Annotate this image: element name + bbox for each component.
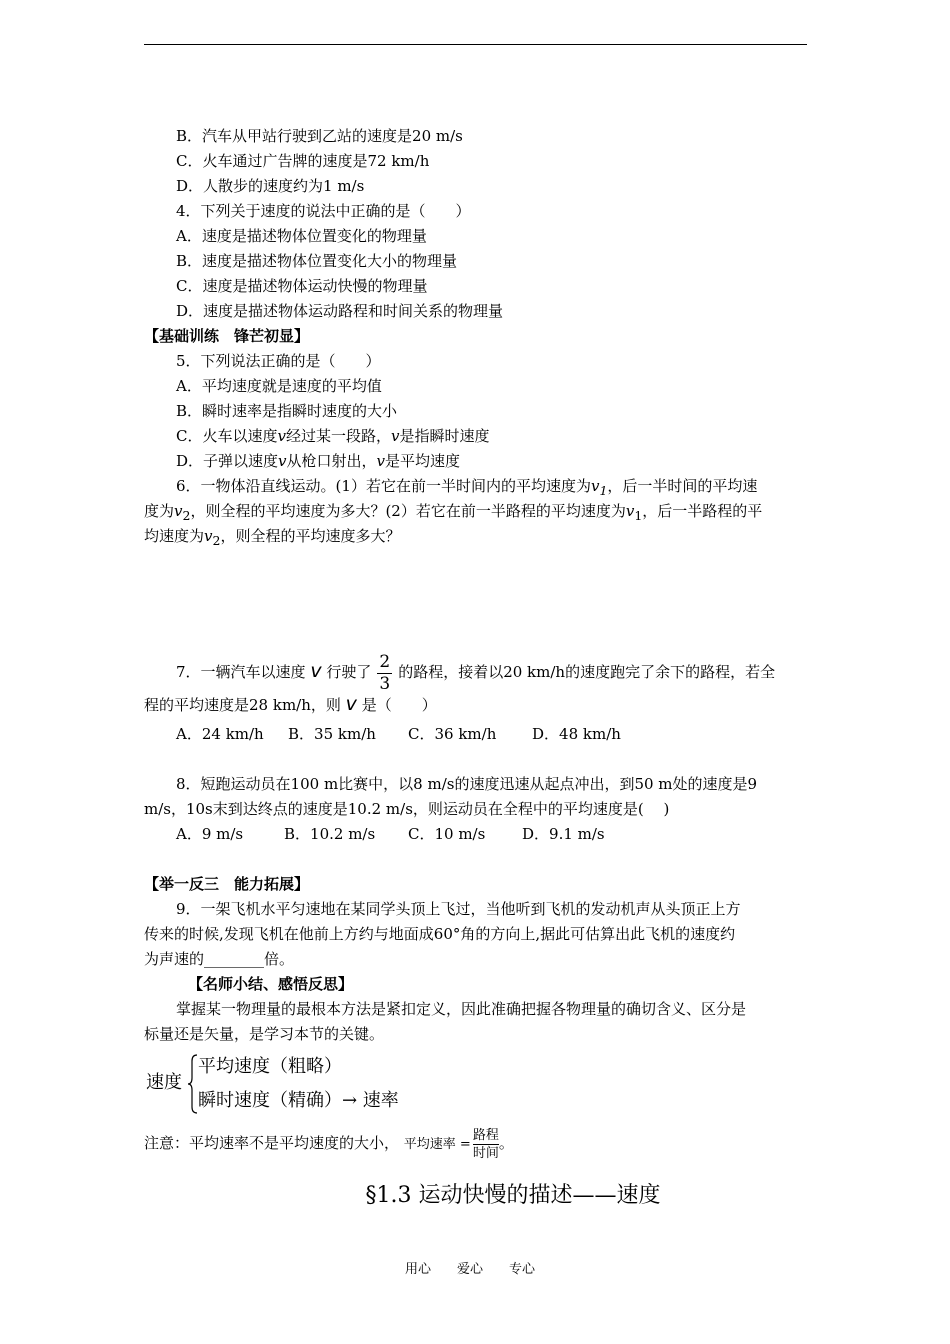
q6-v1-b: v	[625, 502, 635, 520]
q6-l2-mid: ，则全程的平均速度为多大？(2）若它在前一半路程的平均速度为	[190, 502, 626, 520]
q6-v2-a: v	[174, 502, 183, 520]
q6-sub2-a: 2	[182, 508, 191, 523]
q5-c-v2: v	[390, 427, 400, 445]
q9-line-2: 传来的时候,发现飞机在他前上方约与地面成60°角的方向上,据此可估算出此飞机的速度约	[144, 925, 736, 943]
note-pre: 注意：平均速率不是平均速度的大小，	[144, 1134, 400, 1152]
q6-l3-pre: 均速度为	[144, 527, 205, 545]
q6-l2-pre: 度为	[144, 502, 175, 520]
diagram-item-instant: 瞬时速度（精确）→ 速率	[198, 1090, 399, 1111]
q6-sub1-a: 1	[599, 483, 608, 498]
q8-option-a: A．9 m/s	[176, 825, 244, 843]
q7-l1-post: 的路程，接着以20 km/h的速度跑完了余下的路程，若全	[398, 663, 776, 681]
note-frac-den: 时间	[472, 1145, 499, 1161]
q3-option-c: C．火车通过广告牌的速度是72 km/h	[176, 152, 430, 170]
q3-option-d: D．人散步的速度约为1 m/s	[176, 177, 365, 195]
curly-brace-icon	[188, 1054, 198, 1114]
q4-stem: 4．下列关于速度的说法中正确的是（ ）	[176, 202, 471, 220]
q7-l2-post: 是（ ）	[361, 696, 437, 714]
q8-options	[144, 822, 808, 847]
q5-option-b: B．瞬时速率是指瞬时速度的大小	[176, 402, 398, 420]
page-footer	[405, 1258, 561, 1277]
summary-line-2: 标量还是矢量，是学习本节的关键。	[144, 1025, 385, 1043]
note-formula-lhs: 平均速率 =	[403, 1137, 471, 1152]
q7-frac-den: 3	[379, 673, 391, 694]
q5-d-pre: D．子弹以速度	[176, 452, 279, 470]
q7-option-b: B．35 km/h	[288, 725, 376, 743]
note-fraction	[473, 1129, 499, 1160]
section-heading-ext: 【举一反三 能力拓展】	[144, 875, 310, 893]
q6-line-3	[144, 524, 808, 553]
footer-text-3: 专心	[509, 1262, 536, 1277]
q7-fraction	[377, 651, 392, 694]
q4-option-c: C．速度是描述物体运动快慢的物理量	[176, 277, 428, 295]
q8-line-2: m/s，10s末到达终点的速度是10.2 m/s，则运动员在全程中的平均速度是( )	[144, 800, 670, 818]
q8-option-c: C．10 m/s	[408, 825, 486, 843]
q9-line-1: 9．一架飞机水平匀速地在某同学头顶上飞过，当他听到飞机的发动机声从头顶正上方	[176, 900, 741, 918]
q3-option-b: B．汽车从甲站行驶到乙站的速度是20 m/s	[176, 127, 463, 145]
note-frac-num: 路程	[472, 1127, 499, 1143]
q8-line-1: 8．短跑运动员在100 m比赛中，以8 m/s的速度迅速从起点冲出，到50 m处的速度是9	[176, 775, 758, 793]
q7-l1-pre: 7．一辆汽车以速度	[176, 663, 306, 681]
q6-v2-b: v	[204, 527, 213, 545]
q5-d-v1: v	[278, 452, 287, 470]
q6-v1-a: v	[590, 477, 600, 495]
q5-d-post: 是平均速度	[385, 452, 461, 470]
q5-d-mid: 从枪口射出，	[286, 452, 377, 470]
q5-option-c	[144, 424, 808, 449]
q8-option-d: D．9.1 m/s	[522, 825, 605, 843]
q4-option-d: D．速度是描述物体运动路程和时间关系的物理量	[176, 302, 504, 320]
q7-option-a: A．24 km/h	[176, 725, 264, 743]
q7-l2-pre: 程的平均速度是28 km/h，则	[144, 696, 341, 714]
q8-option-b: B．10.2 m/s	[284, 825, 376, 843]
q7-l1-mid: 行驶了	[326, 663, 372, 681]
section-title: §1.3 运动快慢的描述——速度	[365, 1183, 661, 1208]
section-heading-basic: 【基础训练 锋芒初显】	[144, 327, 310, 345]
q5-c-post: 是指瞬时速度	[399, 427, 490, 445]
q7-line-1	[144, 648, 808, 695]
section-heading-summary: 【名师小结、感悟反思】	[188, 975, 354, 993]
q5-c-mid: 经过某一段路，	[285, 427, 391, 445]
q9-line-3: 为声速的________倍。	[144, 950, 295, 968]
q5-stem: 5．下列说法正确的是（ ）	[176, 352, 381, 370]
note-post: 。	[498, 1134, 514, 1152]
q6-l2-post: ，后一半路程的平	[642, 502, 763, 520]
q7-v-symbol: v	[310, 660, 322, 682]
header-rule	[144, 44, 807, 45]
q7-option-d: D．48 km/h	[532, 725, 621, 743]
diagram-label: 速度	[146, 1072, 182, 1093]
q7-option-c: C．36 km/h	[408, 725, 497, 743]
q6-sub2-b: 2	[212, 533, 221, 548]
q5-option-a: A．平均速度就是速度的平均值	[176, 377, 382, 395]
q5-c-pre: C．火车以速度	[176, 427, 278, 445]
q6-sub1-b: 1	[634, 508, 643, 523]
footer-text-2: 爱心	[457, 1262, 484, 1277]
q5-d-v2: v	[376, 452, 386, 470]
q7-v-symbol-2: v	[345, 693, 357, 715]
note-line	[144, 1126, 808, 1162]
q4-option-b: B．速度是描述物体位置变化大小的物理量	[176, 252, 458, 270]
q6-l1-post: ，后一半时间的平均速	[607, 477, 758, 495]
q7-options	[144, 722, 808, 747]
q4-option-a: A．速度是描述物体位置变化的物理量	[176, 227, 427, 245]
footer-text-1: 用心	[405, 1262, 432, 1277]
q6-l3-post: ，则全程的平均速度多大？	[220, 527, 401, 545]
q7-frac-num: 2	[379, 651, 391, 672]
q6-l1-pre: 6．一物体沿直线运动。(1）若它在前一半时间内的平均速度为	[176, 477, 591, 495]
diagram-item-average: 平均速度（粗略）	[198, 1056, 342, 1077]
q5-c-v1: v	[277, 427, 286, 445]
q5-option-d	[144, 449, 808, 474]
q7-line-2	[144, 692, 808, 718]
summary-line-1: 掌握某一物理量的最根本方法是紧扣定义，因此准确把握各物理量的确切含义、区分是	[176, 1000, 747, 1018]
